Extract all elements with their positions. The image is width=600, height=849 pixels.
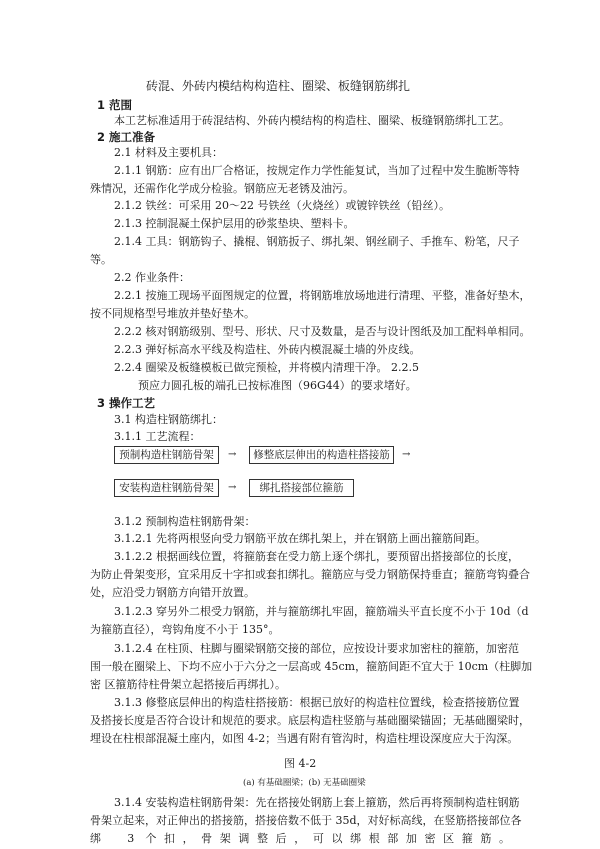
paragraph: 骨架立起来，对正伸出的搭接筋，搭接倍数不低于 35d，对好标高线，在竖筋搭接部位各 <box>90 814 522 827</box>
section-heading-preparation: 2 施工准备 <box>97 130 156 144</box>
paragraph: 2.1.1 钢筋：应有出厂合格证，按规定作力学性能复试，当加了过程中发生脆断等特 <box>114 164 520 177</box>
paragraph: 埋设在柱根部混凝土座内，如图 4-2；当遇有附有管沟时，构造柱埋设深度应大于沟深。 <box>90 732 519 745</box>
flow-step-2: 修整底层伸出的构造柱搭接筋 <box>249 446 394 464</box>
flow-step-1: 预制构造柱钢筋骨架 <box>114 446 219 464</box>
subsection-heading: 3.1.1 工艺流程： <box>114 430 201 443</box>
flow-step-3: 安装构造柱钢筋骨架 <box>114 479 219 497</box>
paragraph: 为防止骨架变形，宜采用反十字扣或套扣绑扎。箍筋应与受力钢筋保持垂直；箍筋弯钩叠合 <box>90 568 530 581</box>
figure-label: 图 4-2 <box>284 757 317 770</box>
paragraph: 等。 <box>90 253 112 266</box>
paragraph: 3.1.2.3 穿另外二根受力钢筋，并与箍筋绑扎牢固，箍筋端头平直长度不小于 10d（d <box>114 605 529 618</box>
paragraph: 2.2.1 按施工现场平面图规定的位置，将钢筋堆放场地进行清理、平整，准备好垫木， <box>114 289 531 302</box>
paragraph: 2.1.4 工具：钢筋钩子、撬棍、钢筋扳子、绑扎架、钢丝刷子、手推车、粉笔，尺子 <box>114 235 520 248</box>
flow-arrow: → <box>402 449 411 460</box>
paragraph: 处，应沿受力钢筋方向错开放置。 <box>90 586 255 599</box>
paragraph: 为箍筋直径），弯钩角度不小于 135°。 <box>90 623 280 636</box>
figure-caption: (a) 有基础圈梁；(b) 无基础圈梁 <box>243 778 366 788</box>
paragraph: 2.1.3 控制混凝土保护层用的砂浆垫块、塑料卡。 <box>114 217 355 230</box>
paragraph: 预应力圆孔板的端孔已按标准图（96G44）的要求堵好。 <box>138 379 417 392</box>
flow-step-4: 绑扎搭接部位箍筋 <box>249 479 354 497</box>
paragraph: 殊情况，还需作化学成分检验。钢筋应无老锈及油污。 <box>90 182 354 195</box>
subsection-heading: 3.1 构造柱钢筋绑扎： <box>114 413 223 426</box>
flow-arrow: → <box>228 449 237 460</box>
section-heading-scope: 1 范围 <box>97 98 133 112</box>
paragraph: 3.1.2.2 根据画线位置，将箍筋套在受力筋上逐个绑扎，要预留出搭接部位的长度， <box>114 550 519 563</box>
paragraph: 3.1.2.4 在柱顶、柱脚与圈梁钢筋交接的部位，应按设计要求加密柱的箍筋，加密范 <box>114 642 519 655</box>
paragraph: 按不同规格型号堆放并垫好垫木。 <box>90 307 255 320</box>
paragraph: 绑 3 个扣，骨架调整后，可以绑根部加密区箍筋。 <box>90 832 510 845</box>
paragraph: 3.1.4 安装构造柱钢筋骨架：先在搭接处钢筋上套上箍筋，然后再将预制构造柱钢筋 <box>114 796 520 809</box>
paragraph: 2.2.3 弹好标高水平线及构造柱、外砖内模混凝土墙的外皮线。 <box>114 343 421 356</box>
paragraph: 围一般在圈梁上、下均不应小于六分之一层高或 45cm，箍筋间距不宜大于 10cm（柱脚加 <box>90 660 533 673</box>
paragraph: 本工艺标准适用于砖混结构、外砖内模结构的构造柱、圈梁、板缝钢筋绑扎工艺。 <box>114 114 510 127</box>
paragraph: 2.1.2 铁丝：可采用 20～22 号铁丝（火烧丝）或镀锌铁丝（铅丝）。 <box>114 199 450 212</box>
paragraph: 及搭接长度是否符合设计和规范的要求。底层构造柱竖筋与基础圈梁锚固；无基础圈梁时， <box>90 714 530 727</box>
document-title: 砖混、外砖内模结构构造柱、圈梁、板缝钢筋绑扎 <box>146 79 411 93</box>
paragraph: 2.2.4 圈梁及板缝模板已做完预检，并将模内清理干净。 2.2.5 <box>114 361 419 374</box>
subsection-heading: 2.2 作业条件： <box>114 271 190 284</box>
flow-arrow: → <box>228 482 237 493</box>
paragraph: 2.2.2 核对钢筋级别、型号、形状、尺寸及数量，是否与设计图纸及加工配料单相同。 <box>114 325 531 338</box>
subsection-heading: 3.1.2 预制构造柱钢筋骨架： <box>114 515 256 528</box>
subsection-heading: 2.1 材料及主要机具： <box>114 146 223 159</box>
section-heading-operation: 3 操作工艺 <box>97 396 156 410</box>
paragraph: 3.1.2.1 先将两根竖向受力钢筋平放在绑扎架上，并在钢筋上画出箍筋间距。 <box>114 532 486 545</box>
paragraph: 3.1.3 修整底层伸出的构造柱搭接筋：根据已放好的构造柱位置线，检查搭接筋位置 <box>114 696 520 709</box>
paragraph: 密 区箍筋待柱骨架立起搭接后再绑扎）。 <box>90 678 286 691</box>
